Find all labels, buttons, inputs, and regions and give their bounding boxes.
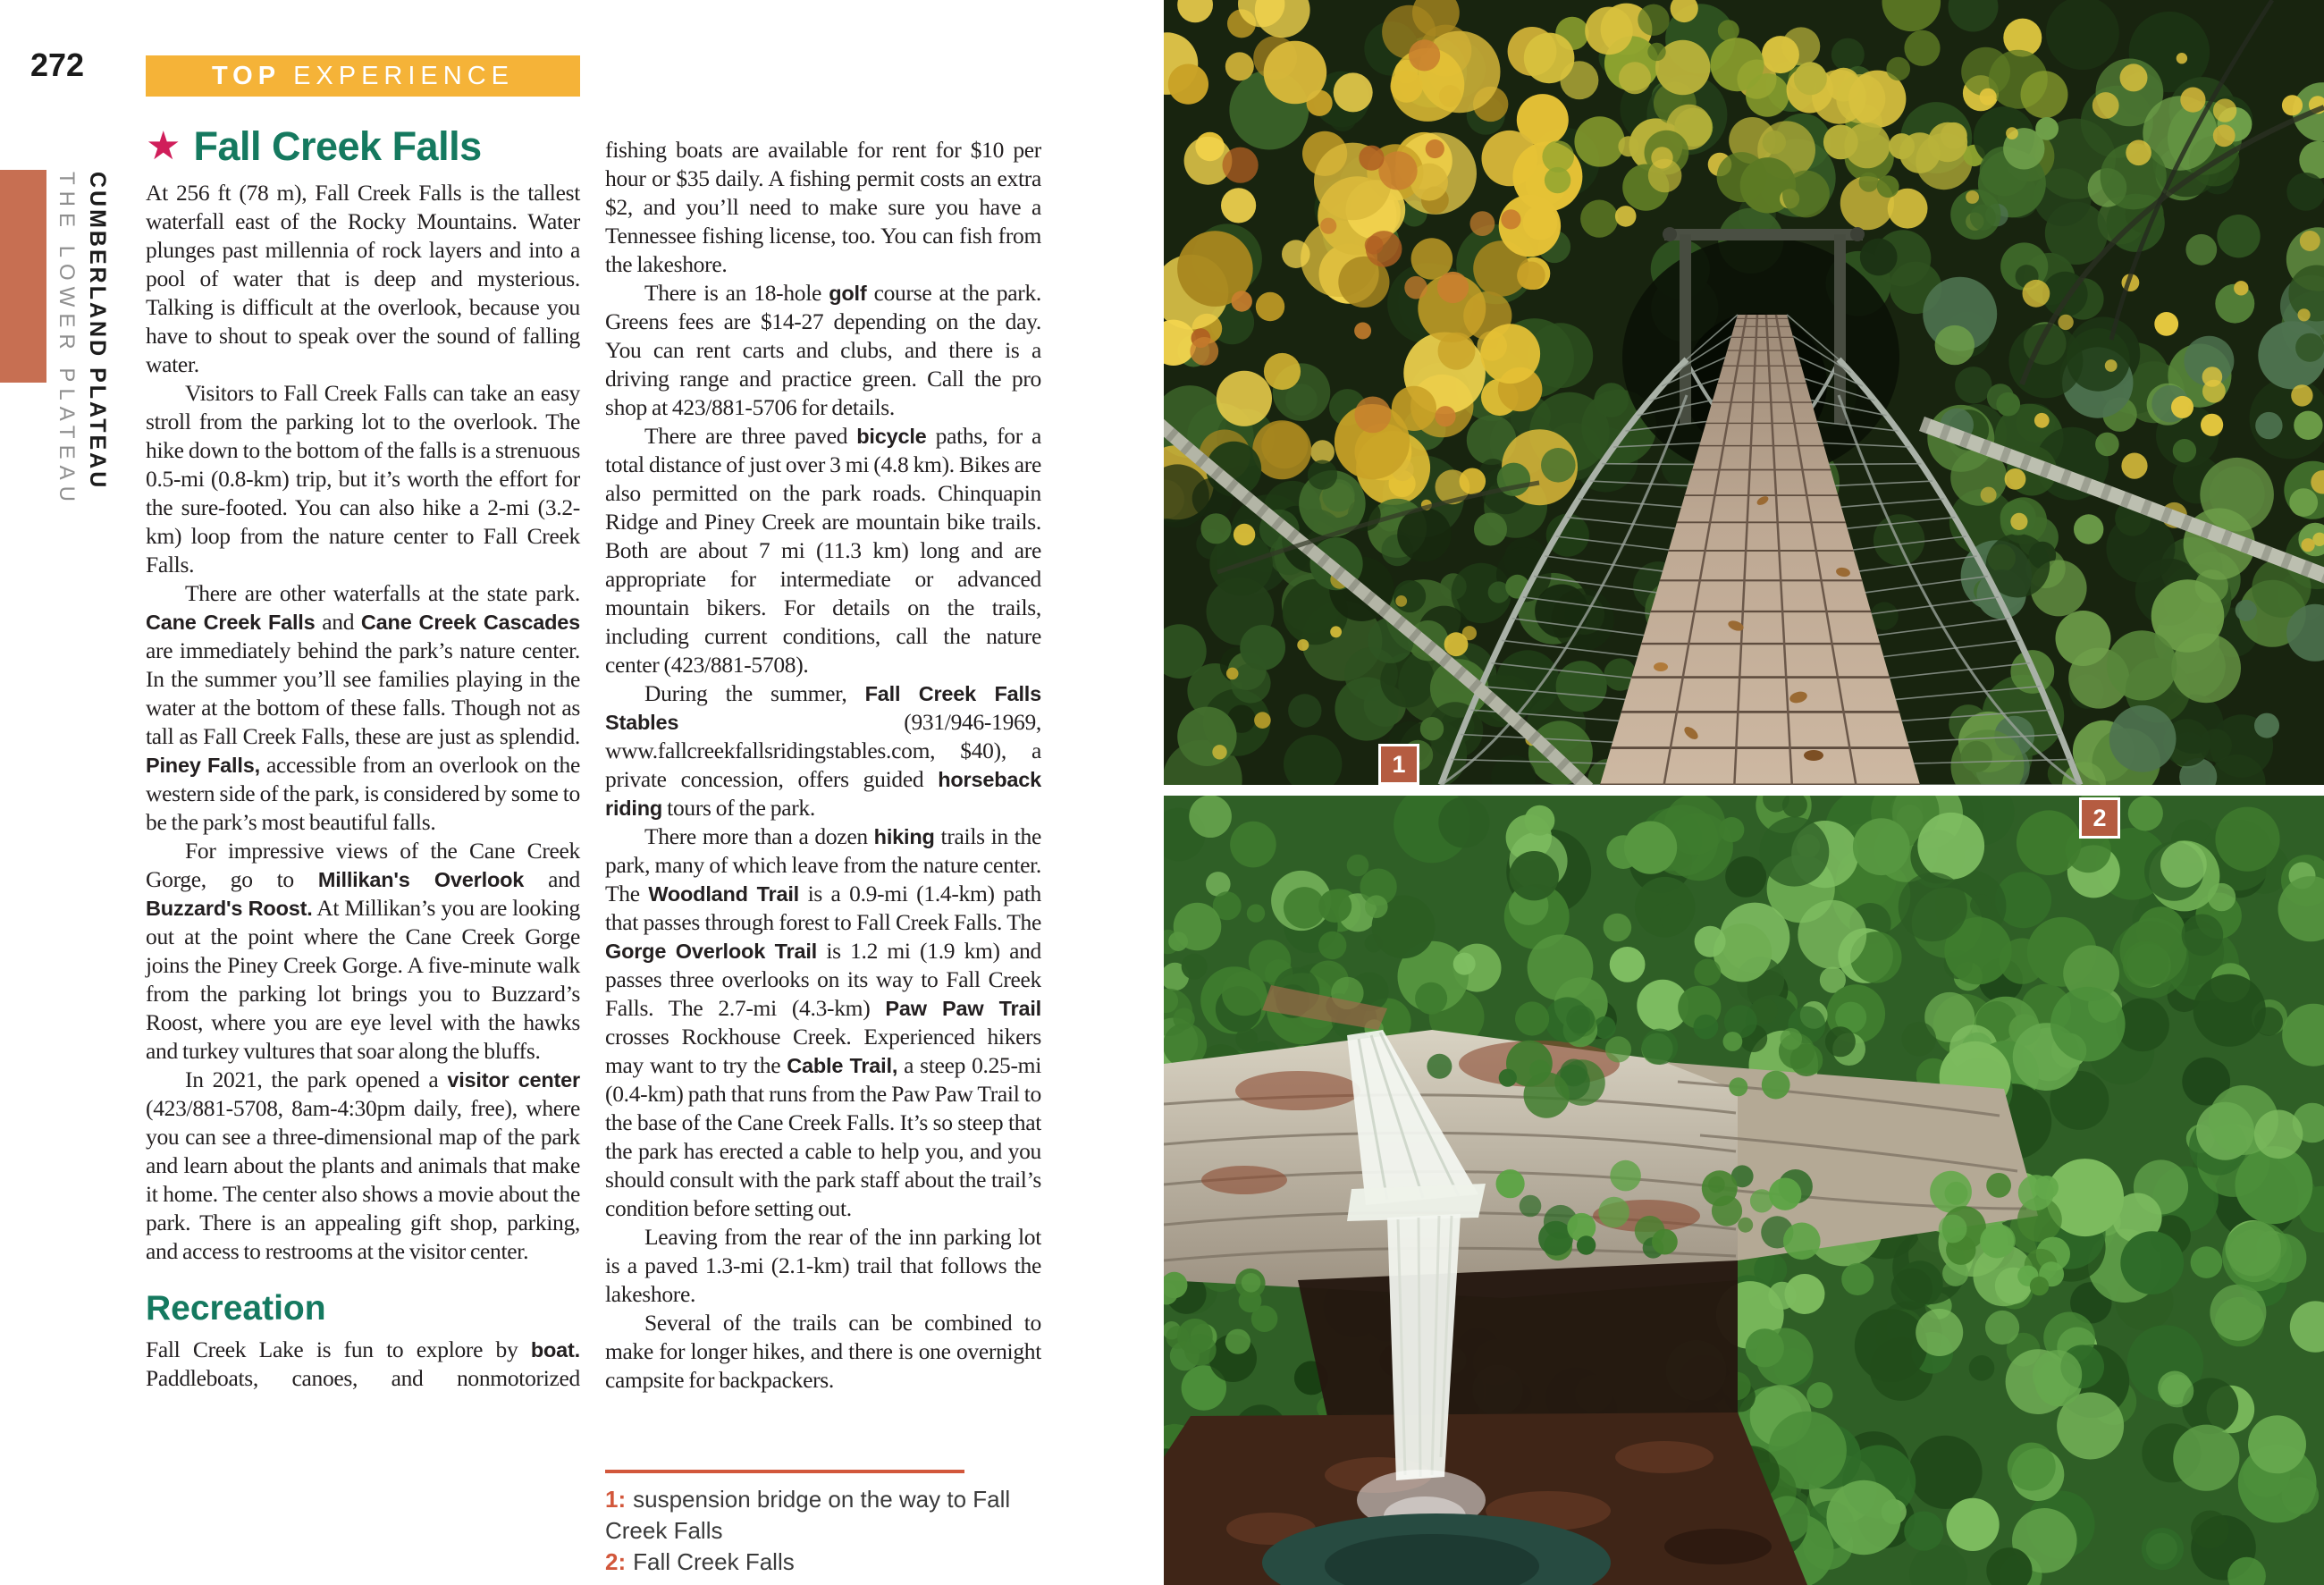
paragraph <box>605 822 1041 1223</box>
body-text: tours of the park. <box>662 795 815 821</box>
waterfall-illustration <box>1164 796 2324 1585</box>
body-text: course at the park. Greens fees are $14-27 depending on the day. You can rent carts and clubs, and there is a driving range and practice green. Call the pro shop at 423/881-5706 for details. <box>605 280 1041 420</box>
body-text: Leaving from the rear of the inn parking lot is a paved 1.3-mi (2.1-km) trail that follows the lakeshore. <box>605 1224 1041 1307</box>
body-text: There are other waterfalls at the state park. <box>185 580 580 606</box>
paragraph <box>146 579 580 837</box>
body-text: In 2021, the park opened a <box>185 1067 448 1092</box>
keyword-bold: Gorge Overlook Trail <box>605 940 817 963</box>
body-text: Visitors to Fall Creek Falls can take an easy stroll from the parking lot to the overlook. The hike down to the bottom of the falls is a strenuous 0.5-mi (0.8-km) trip, but it’s worth the effort for the sure-footed. You can also hike a 2-mi (3.2-km) loop from the nature center to Fall Creek Falls. <box>146 380 580 578</box>
star-icon: ★ <box>146 123 181 169</box>
caption-item <box>605 1484 1070 1547</box>
caption-number: 2: <box>605 1548 627 1575</box>
photo-badge-1: 1 <box>1378 744 1419 785</box>
recreation-heading: Recreation <box>146 1289 326 1328</box>
paragraph <box>146 1336 580 1393</box>
body-text: is 1.2 mi (1.9 km) and passes three overlooks on its way to Fall Creek Falls. The 2.7-mi (4.3-km) <box>605 938 1041 1021</box>
body-text: and <box>524 866 581 892</box>
chapter-sidebar <box>46 172 110 726</box>
text-column-1 <box>146 55 580 1393</box>
keyword-bold: hiking <box>873 825 935 848</box>
body-text: crosses Rockhouse Creek. Experienced hikers may want to try the <box>605 1024 1041 1078</box>
keyword-bold: Cane Creek Cascades <box>360 611 581 634</box>
keyword-bold: boat. <box>530 1338 580 1362</box>
keyword-bold: golf <box>829 282 867 305</box>
body-text: accessible from an overlook on the western side of the park, is considered by some to be the park’s most beautiful falls. <box>146 752 580 835</box>
body-text: (931/946-1969, www.fallcreekfallsridingstables.com, $40), a private concession, offers guided <box>605 709 1041 792</box>
body-text: There is an 18-hole <box>644 280 829 306</box>
keyword-bold: Millikan's Overlook <box>317 868 525 891</box>
body-text: There are three paved <box>644 423 857 449</box>
body-text: a steep 0.25-mi (0.4-km) path that runs from the Paw Paw Trail to the base of the Cane Creek Falls. It’s so steep that the park has erected a cable to help you, and you should consult with the park staff about the trail’s condition before setting out. <box>605 1052 1041 1221</box>
photo-badge-2: 2 <box>2079 797 2120 839</box>
body-text: At 256 ft (78 m), Fall Creek Falls is the tallest waterfall east of the Rocky Mountains. Water plunges past millennia of rock layers and into a pool of water that is deep and mysterious. Talking is difficult at the overlook, because you have to shout to speak over the sound of falling water. <box>146 180 580 377</box>
caption-text: suspension bridge on the way to Fall Creek Falls <box>605 1486 1011 1544</box>
body-text: Paddleboats, canoes, and nonmotorized <box>146 1365 580 1391</box>
keyword-bold: visitor center <box>447 1068 580 1092</box>
caption-number: 1: <box>605 1486 627 1513</box>
paragraph <box>605 279 1041 422</box>
article-title: Fall Creek Falls <box>193 123 482 169</box>
body-text: Several of the trails can be combined to make for longer hikes, and there is one overnight campsite for backpackers. <box>605 1310 1041 1393</box>
caption-item <box>605 1547 1070 1578</box>
article-body-recreation <box>146 1336 580 1393</box>
keyword-bold: Fall Creek Falls Stables <box>605 682 1041 734</box>
banner-label-experience: EXPERIENCE <box>293 61 515 90</box>
body-text: Fall Creek Lake is fun to explore by <box>146 1336 531 1362</box>
keyword-bold: Cable Trail, <box>787 1054 898 1077</box>
keyword-bold: bicycle <box>856 425 927 448</box>
text-column-2 <box>605 136 1041 1461</box>
paragraph <box>605 422 1041 679</box>
keyword-bold: horseback riding <box>605 768 1041 820</box>
body-text: paths, for a total distance of just over 3 mi (4.8 km). Bikes are also permitted on the park roads. Chinquapin Ridge and Piney Creek are mountain bike trails. Both are about 7 mi (11.3 km) long and are appropriate for intermediate or advanced mountain bikers. For details on the trails, including current conditions, call the nature center (423/881-5708). <box>605 423 1041 678</box>
photo-suspension-bridge <box>1164 0 2324 785</box>
paragraph <box>605 136 1041 279</box>
suspension-bridge-illustration <box>1164 0 2324 785</box>
body-text: trails in the park, many of which leave from the nature center. The <box>605 823 1041 906</box>
article-body-col1 <box>146 179 580 1266</box>
paragraph <box>605 679 1041 822</box>
body-text: (423/881-5708, 8am-4:30pm daily, free), where you can see a three-dimensional map of the park and learn about the plants and animals that make it home. The center also shows a movie about the park. There is an appealing gift shop, parking, and access to restrooms at the visitor center. <box>146 1095 580 1264</box>
caption-rule <box>605 1470 964 1473</box>
paragraph <box>146 1066 580 1266</box>
body-text: For impressive views of the Cane Creek Gorge, go to <box>146 838 580 892</box>
paragraph <box>605 1309 1041 1395</box>
photo-captions <box>605 1468 1070 1578</box>
chapter-title: CUMBERLAND PLATEAU <box>85 172 110 491</box>
chapter-color-bar <box>0 170 46 383</box>
keyword-bold: Woodland Trail <box>648 882 799 906</box>
top-experience-banner <box>146 55 580 97</box>
paragraph <box>146 179 580 379</box>
body-text: and <box>315 609 361 635</box>
paragraph <box>146 379 580 579</box>
banner-label-top: TOP <box>211 61 282 90</box>
page-number: 272 <box>30 46 85 83</box>
keyword-bold: Piney Falls, <box>146 754 260 777</box>
article-title-row <box>146 123 580 170</box>
body-text: During the summer, <box>644 680 865 706</box>
photo-fall-creek-falls <box>1164 796 2324 1585</box>
body-text: is a 0.9-mi (1.4-km) path that passes through forest to Fall Creek Falls. The <box>605 881 1041 935</box>
keyword-bold: Paw Paw Trail <box>885 997 1041 1020</box>
caption-list <box>605 1484 1070 1578</box>
keyword-bold: Cane Creek Falls <box>146 611 316 634</box>
body-text: At Millikan’s you are looking out at the point where the Cane Creek Gorge joins the Piney Creek Gorge. A five-minute walk from the parking lot brings you to Buzzard’s Roost, where you are eye level with the hawks and turkey vultures that soar along the bluffs. <box>146 895 580 1064</box>
keyword-bold: Buzzard's Roost. <box>146 897 313 920</box>
paragraph <box>605 1223 1041 1309</box>
paragraph <box>146 837 580 1066</box>
chapter-subtitle: THE LOWER PLATEAU <box>55 172 79 508</box>
body-text: are immediately behind the park’s nature center. In the summer you’ll see families playing in the water at the bottom of these falls. Though not as tall as Fall Creek Falls, these are just as splendid. <box>146 637 580 749</box>
body-text: fishing boats are available for rent for $10 per hour or $35 daily. A fishing permit costs an extra $2, and you’ll need to make sure you have a Tennessee fishing license, too. You can fish from the lakeshore. <box>605 137 1041 277</box>
caption-text: Fall Creek Falls <box>633 1548 795 1575</box>
body-text: There more than a dozen <box>644 823 874 849</box>
